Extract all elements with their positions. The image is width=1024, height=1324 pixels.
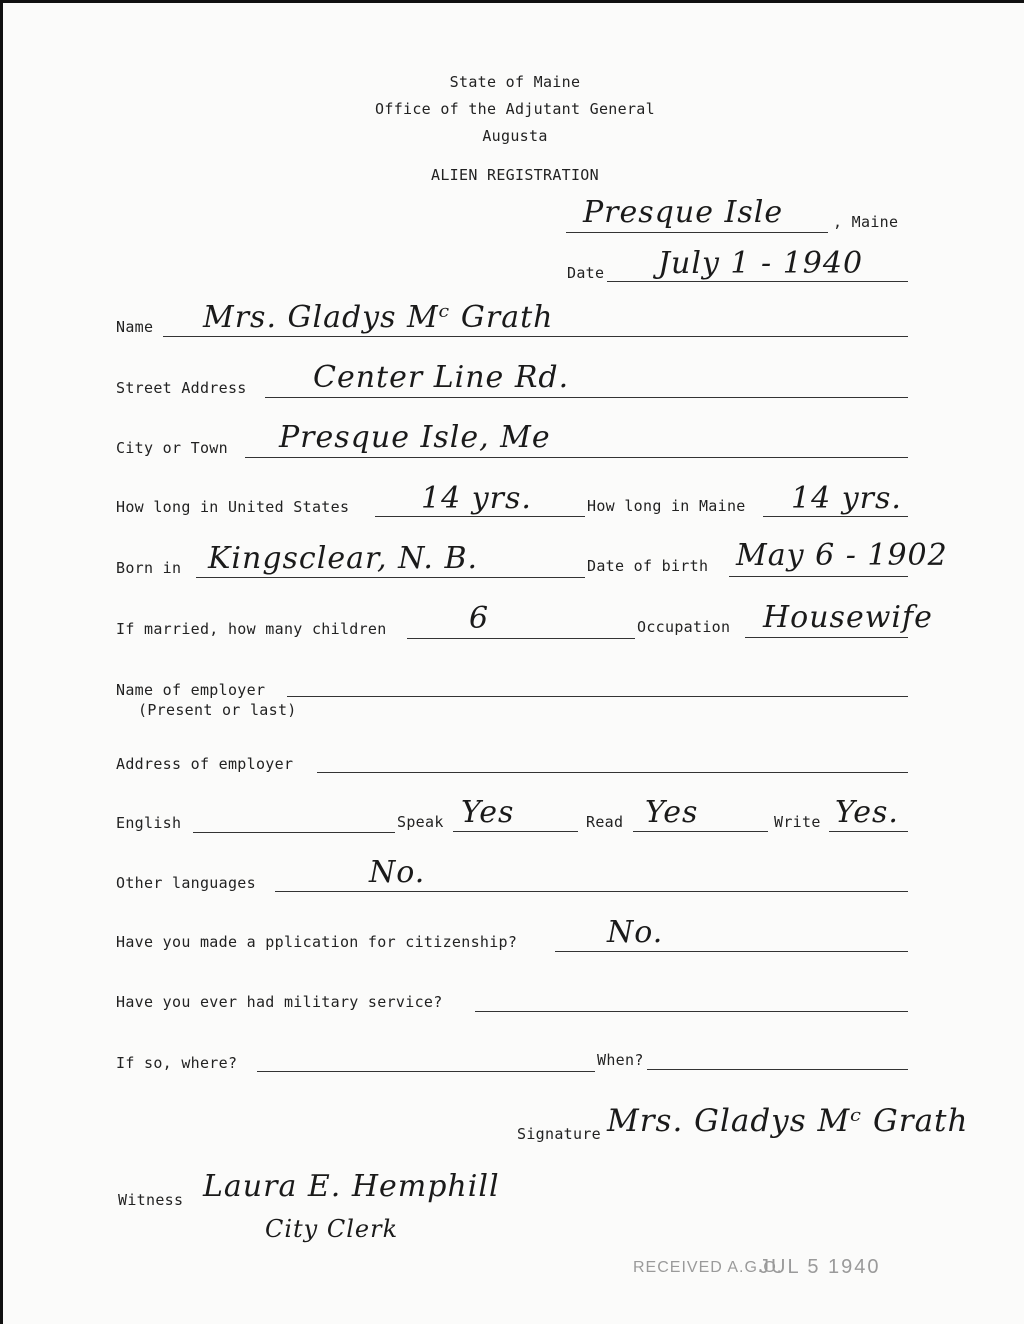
header-office: Office of the Adjutant General bbox=[375, 100, 655, 118]
date-of-birth-value: May 6 - 1902 bbox=[736, 538, 948, 573]
form-title: ALIEN REGISTRATION bbox=[431, 166, 599, 184]
name-line bbox=[163, 336, 908, 337]
occupation-line bbox=[745, 637, 908, 638]
street-address-label: Street Address bbox=[116, 379, 247, 397]
write-label: Write bbox=[774, 813, 821, 831]
employer-name-label: Name of employer bbox=[116, 681, 266, 699]
header-city: Augusta bbox=[482, 127, 548, 145]
read-line bbox=[633, 831, 768, 832]
date-of-birth-line bbox=[729, 576, 908, 577]
witness-value: Laura E. Hemphill bbox=[203, 1169, 500, 1204]
children-label: If married, how many children bbox=[116, 620, 387, 638]
where-line bbox=[257, 1071, 595, 1072]
how-long-maine-label: How long in Maine bbox=[587, 497, 746, 515]
received-stamp-date: JUL 5 1940 bbox=[759, 1256, 881, 1278]
when-line bbox=[647, 1069, 908, 1070]
military-label: Have you ever had military service? bbox=[116, 993, 443, 1011]
where-label: If so, where? bbox=[116, 1054, 238, 1072]
read-label: Read bbox=[586, 813, 624, 831]
born-in-line bbox=[196, 577, 585, 578]
employer-address-line bbox=[317, 772, 908, 773]
signature-value: Mrs. Gladys Mᶜ Grath bbox=[607, 1103, 969, 1139]
other-languages-line bbox=[275, 891, 908, 892]
occupation-label: Occupation bbox=[637, 618, 731, 636]
speak-value: Yes bbox=[461, 795, 515, 830]
write-line bbox=[829, 831, 908, 832]
how-long-us-value: 14 yrs. bbox=[421, 481, 532, 516]
received-stamp-text: RECEIVED A.G.O. bbox=[633, 1259, 783, 1276]
citizenship-value: No. bbox=[607, 915, 664, 950]
date-line bbox=[607, 281, 908, 282]
employer-name-sublabel: (Present or last) bbox=[138, 701, 297, 719]
employer-address-label: Address of employer bbox=[116, 755, 294, 773]
when-label: When? bbox=[597, 1051, 644, 1069]
date-label: Date bbox=[567, 264, 605, 282]
header-state: State of Maine bbox=[449, 73, 581, 91]
read-value: Yes bbox=[645, 795, 699, 830]
how-long-us-line bbox=[375, 516, 585, 517]
born-in-value: Kingsclear, N. B. bbox=[208, 541, 479, 576]
citizenship-label: Have you made a pplication for citizenship? bbox=[116, 933, 518, 951]
place-value: Presque Isle bbox=[583, 195, 784, 230]
witness-label: Witness bbox=[118, 1191, 184, 1209]
citizenship-line bbox=[555, 951, 908, 952]
date-of-birth-label: Date of birth bbox=[587, 557, 709, 575]
place-line bbox=[566, 232, 828, 233]
name-label: Name bbox=[116, 318, 154, 336]
children-line bbox=[407, 638, 635, 639]
other-languages-label: Other languages bbox=[116, 874, 256, 892]
street-address-line bbox=[265, 397, 908, 398]
english-label: English bbox=[116, 814, 182, 832]
speak-label: Speak bbox=[397, 813, 444, 831]
how-long-maine-value: 14 yrs. bbox=[791, 481, 902, 516]
how-long-maine-line bbox=[763, 516, 908, 517]
witness-title: City Clerk bbox=[265, 1215, 399, 1243]
place-suffix: , Maine bbox=[833, 213, 899, 231]
military-line bbox=[475, 1011, 908, 1012]
write-value: Yes. bbox=[835, 795, 899, 830]
employer-name-line bbox=[287, 696, 908, 697]
born-in-label: Born in bbox=[116, 559, 182, 577]
city-label: City or Town bbox=[116, 439, 228, 457]
children-value: 6 bbox=[469, 601, 490, 636]
city-line bbox=[245, 457, 908, 458]
english-line bbox=[193, 832, 395, 833]
date-value: July 1 - 1940 bbox=[658, 246, 864, 281]
street-address-value: Center Line Rd. bbox=[313, 360, 570, 395]
name-value: Mrs. Gladys Mᶜ Grath bbox=[203, 300, 554, 335]
occupation-value: Housewife bbox=[763, 600, 933, 635]
other-languages-value: No. bbox=[369, 855, 426, 890]
signature-label: Signature bbox=[517, 1125, 601, 1143]
speak-line bbox=[453, 831, 578, 832]
how-long-us-label: How long in United States bbox=[116, 498, 350, 516]
city-value: Presque Isle, Me bbox=[279, 420, 551, 455]
